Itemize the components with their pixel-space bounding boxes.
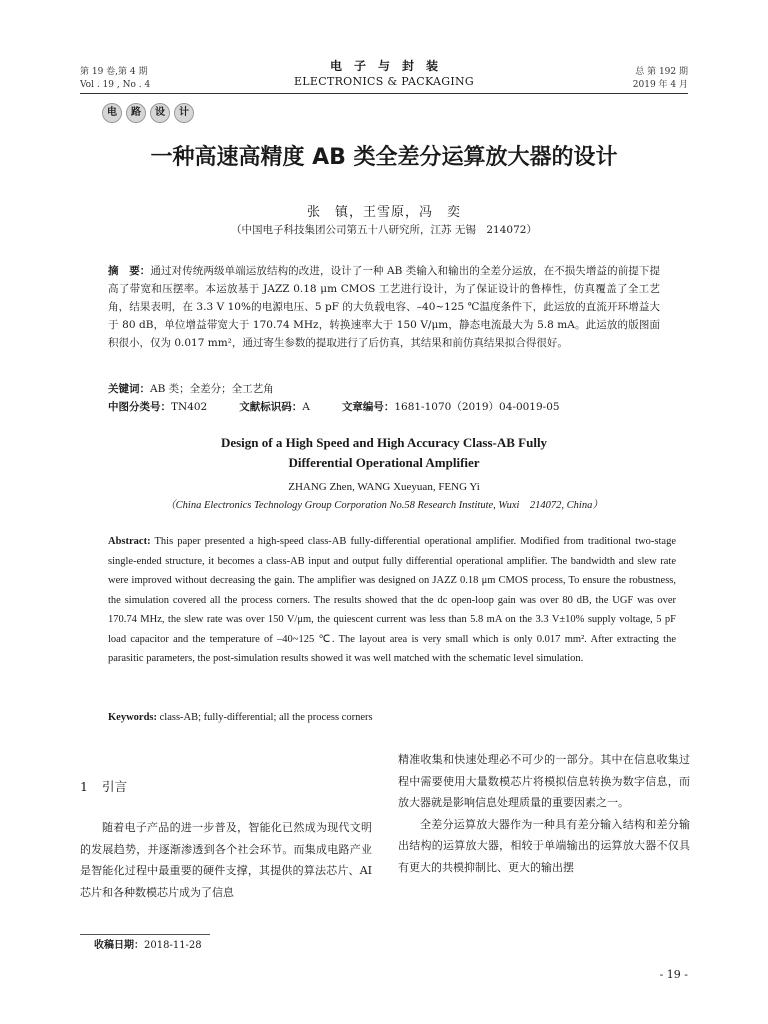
- paper-title-en: [100, 433, 668, 473]
- footnote-rule: [80, 934, 210, 935]
- journal-name-en: ELECTRONICS & PACKAGING: [293, 75, 475, 88]
- article-number-label: 文章编号：: [341, 401, 395, 413]
- keywords-cn-label: 关键词：: [108, 383, 150, 395]
- affiliation-cn: （中国电子科技集团公司第五十八研究所，江苏 无锡 214072）: [231, 224, 537, 236]
- paper-title-en-line2: Differential Operational Amplifier: [288, 455, 480, 470]
- keywords-cn-text: AB 类；全差分；全工艺角: [150, 383, 274, 395]
- doc-code-label: 文献标识码：: [239, 401, 303, 413]
- abstract-cn: [108, 262, 660, 352]
- body-paragraph: 全差分运算放大器作为一种具有差分输入结构和差分输出结构的运算放大器，相较于单端输出的运算放大器不仅具有更大的共模抑制比、更大的输出摆: [398, 817, 690, 874]
- authors-cn: 张 镇，王雪原，冯 奕: [306, 205, 461, 220]
- issue-date: [633, 66, 688, 92]
- abstract-en-label: Abstract:: [108, 536, 151, 547]
- received-date-value: 2018-11-28: [144, 940, 202, 951]
- clc-label: 中图分类号：: [108, 401, 171, 413]
- body-column-right: [398, 749, 690, 878]
- keywords-en: [108, 709, 373, 727]
- abstract-en: [108, 532, 676, 669]
- publication-date: 2019 年 4 月: [632, 80, 688, 90]
- volume-issue: [80, 66, 150, 92]
- paper-title-cn: 一种高速高精度 AB 类全差分运算放大器的设计: [150, 145, 618, 170]
- clc-value: TN402: [171, 401, 208, 413]
- body-column-left: [80, 817, 372, 903]
- section-heading: [80, 777, 127, 797]
- body-paragraph: 随着电子产品的进一步普及，智能化已然成为现代文明的发展趋势，并逐渐渗透到各个社会环节。而集成电路产业是智能化过程中最重要的硬件支撑，其提供的算法芯片、AI 芯片和各种数模芯片成为了信息: [80, 821, 372, 899]
- journal-name: [250, 58, 518, 89]
- category-badge: 设: [150, 103, 170, 123]
- paper-title-en-line1: Design of a High Speed and High Accuracy Class-AB Fully: [220, 435, 548, 450]
- category-badges: [102, 103, 194, 123]
- authors-en: ZHANG Zhen, WANG Xueyuan, FENG Yi: [288, 481, 480, 493]
- total-issue: 总 第 192 期: [635, 67, 688, 77]
- doc-code-value: A: [302, 401, 310, 413]
- abstract-en-text: This paper presented a high-speed class-AB fully-differential operational amplifier. Modified from traditional two-stage single-ended structure, it becomes a class-AB input and output fully differential operational amplifier. The bandwidth and slew rate were improved without decreasing the gain. The amplifier was designed on JAZZ 0.18 μm CMOS process, To ensure the robustness, the simulation covered all the process corners. The results showed that the dc open-loop gain was over 80 dB, the UGF was over 170.74 MHz, the slew rate was over 150 V/μm, the quiescent current was less than 5.8 mA on the 3.3 V±10% supply voltage, 5 pF load capacitor and the temperature of –40~125 ℃. The layout area is very small which is only 0.017 mm². After extracting the parasitic parameters, the post-simulation results showed it was well matched with the schematic level simulation.: [108, 536, 676, 664]
- page-number: - 19 -: [659, 968, 688, 981]
- abstract-cn-label: 摘 要：: [108, 265, 151, 277]
- abstract-cn-text: 通过对传统两级单端运放结构的改进，设计了一种 AB 类输入和输出的全差分运放，在不损失增益的前提下提高了带宽和压摆率。本运放基于 JAZZ 0.18 μm CMOS 工艺进行设计，为了保证设计的鲁棒性，仿真覆盖了全工艺角，结果表明，在 3.3 V 10%的电源电压、5 pF 的大负载电容、–40~125 ℃温度条件下，此运放的直流开环增益大于 80 dB，单位增益带宽大于 170.74 MHz，转换速率大于 150 V/μm，静态电流最大为 5.8 mA。此运放的版图面积很小，仅为 0.017 mm²，通过寄生参数的提取进行了后仿真，其结果和前仿真结果拟合得很好。: [108, 265, 661, 349]
- classification-row: [108, 398, 560, 416]
- section-number: 1: [80, 779, 88, 794]
- journal-name-cn: 电子与封装: [329, 59, 450, 73]
- keywords-cn: [108, 380, 274, 398]
- category-badge: 计: [174, 103, 194, 123]
- keywords-en-text: class-AB; fully-differential; all the process corners: [159, 712, 373, 723]
- volume-issue-en: Vol . 19 , No . 4: [80, 80, 151, 90]
- volume-issue-cn: 第 19 卷,第 4 期: [80, 67, 148, 77]
- received-date: [94, 939, 202, 953]
- header-rule: [80, 93, 688, 94]
- category-badge: 路: [126, 103, 146, 123]
- affiliation-en: （China Electronics Technology Group Corporation No.58 Research Institute, Wuxi 214072, China）: [165, 500, 603, 511]
- body-paragraph: 精准收集和快速处理必不可少的一部分。其中在信息收集过程中需要使用大量数模芯片将模拟信息转换为数字信息，而放大器就是影响信息处理质量的重要因素之一。: [398, 753, 690, 809]
- received-date-label: 收稿日期：: [94, 940, 144, 951]
- article-number-value: 1681-1070（2019）04-0019-05: [394, 401, 560, 413]
- section-title: 引言: [102, 779, 128, 794]
- keywords-en-label: Keywords:: [108, 712, 157, 723]
- category-badge: 电: [102, 103, 122, 123]
